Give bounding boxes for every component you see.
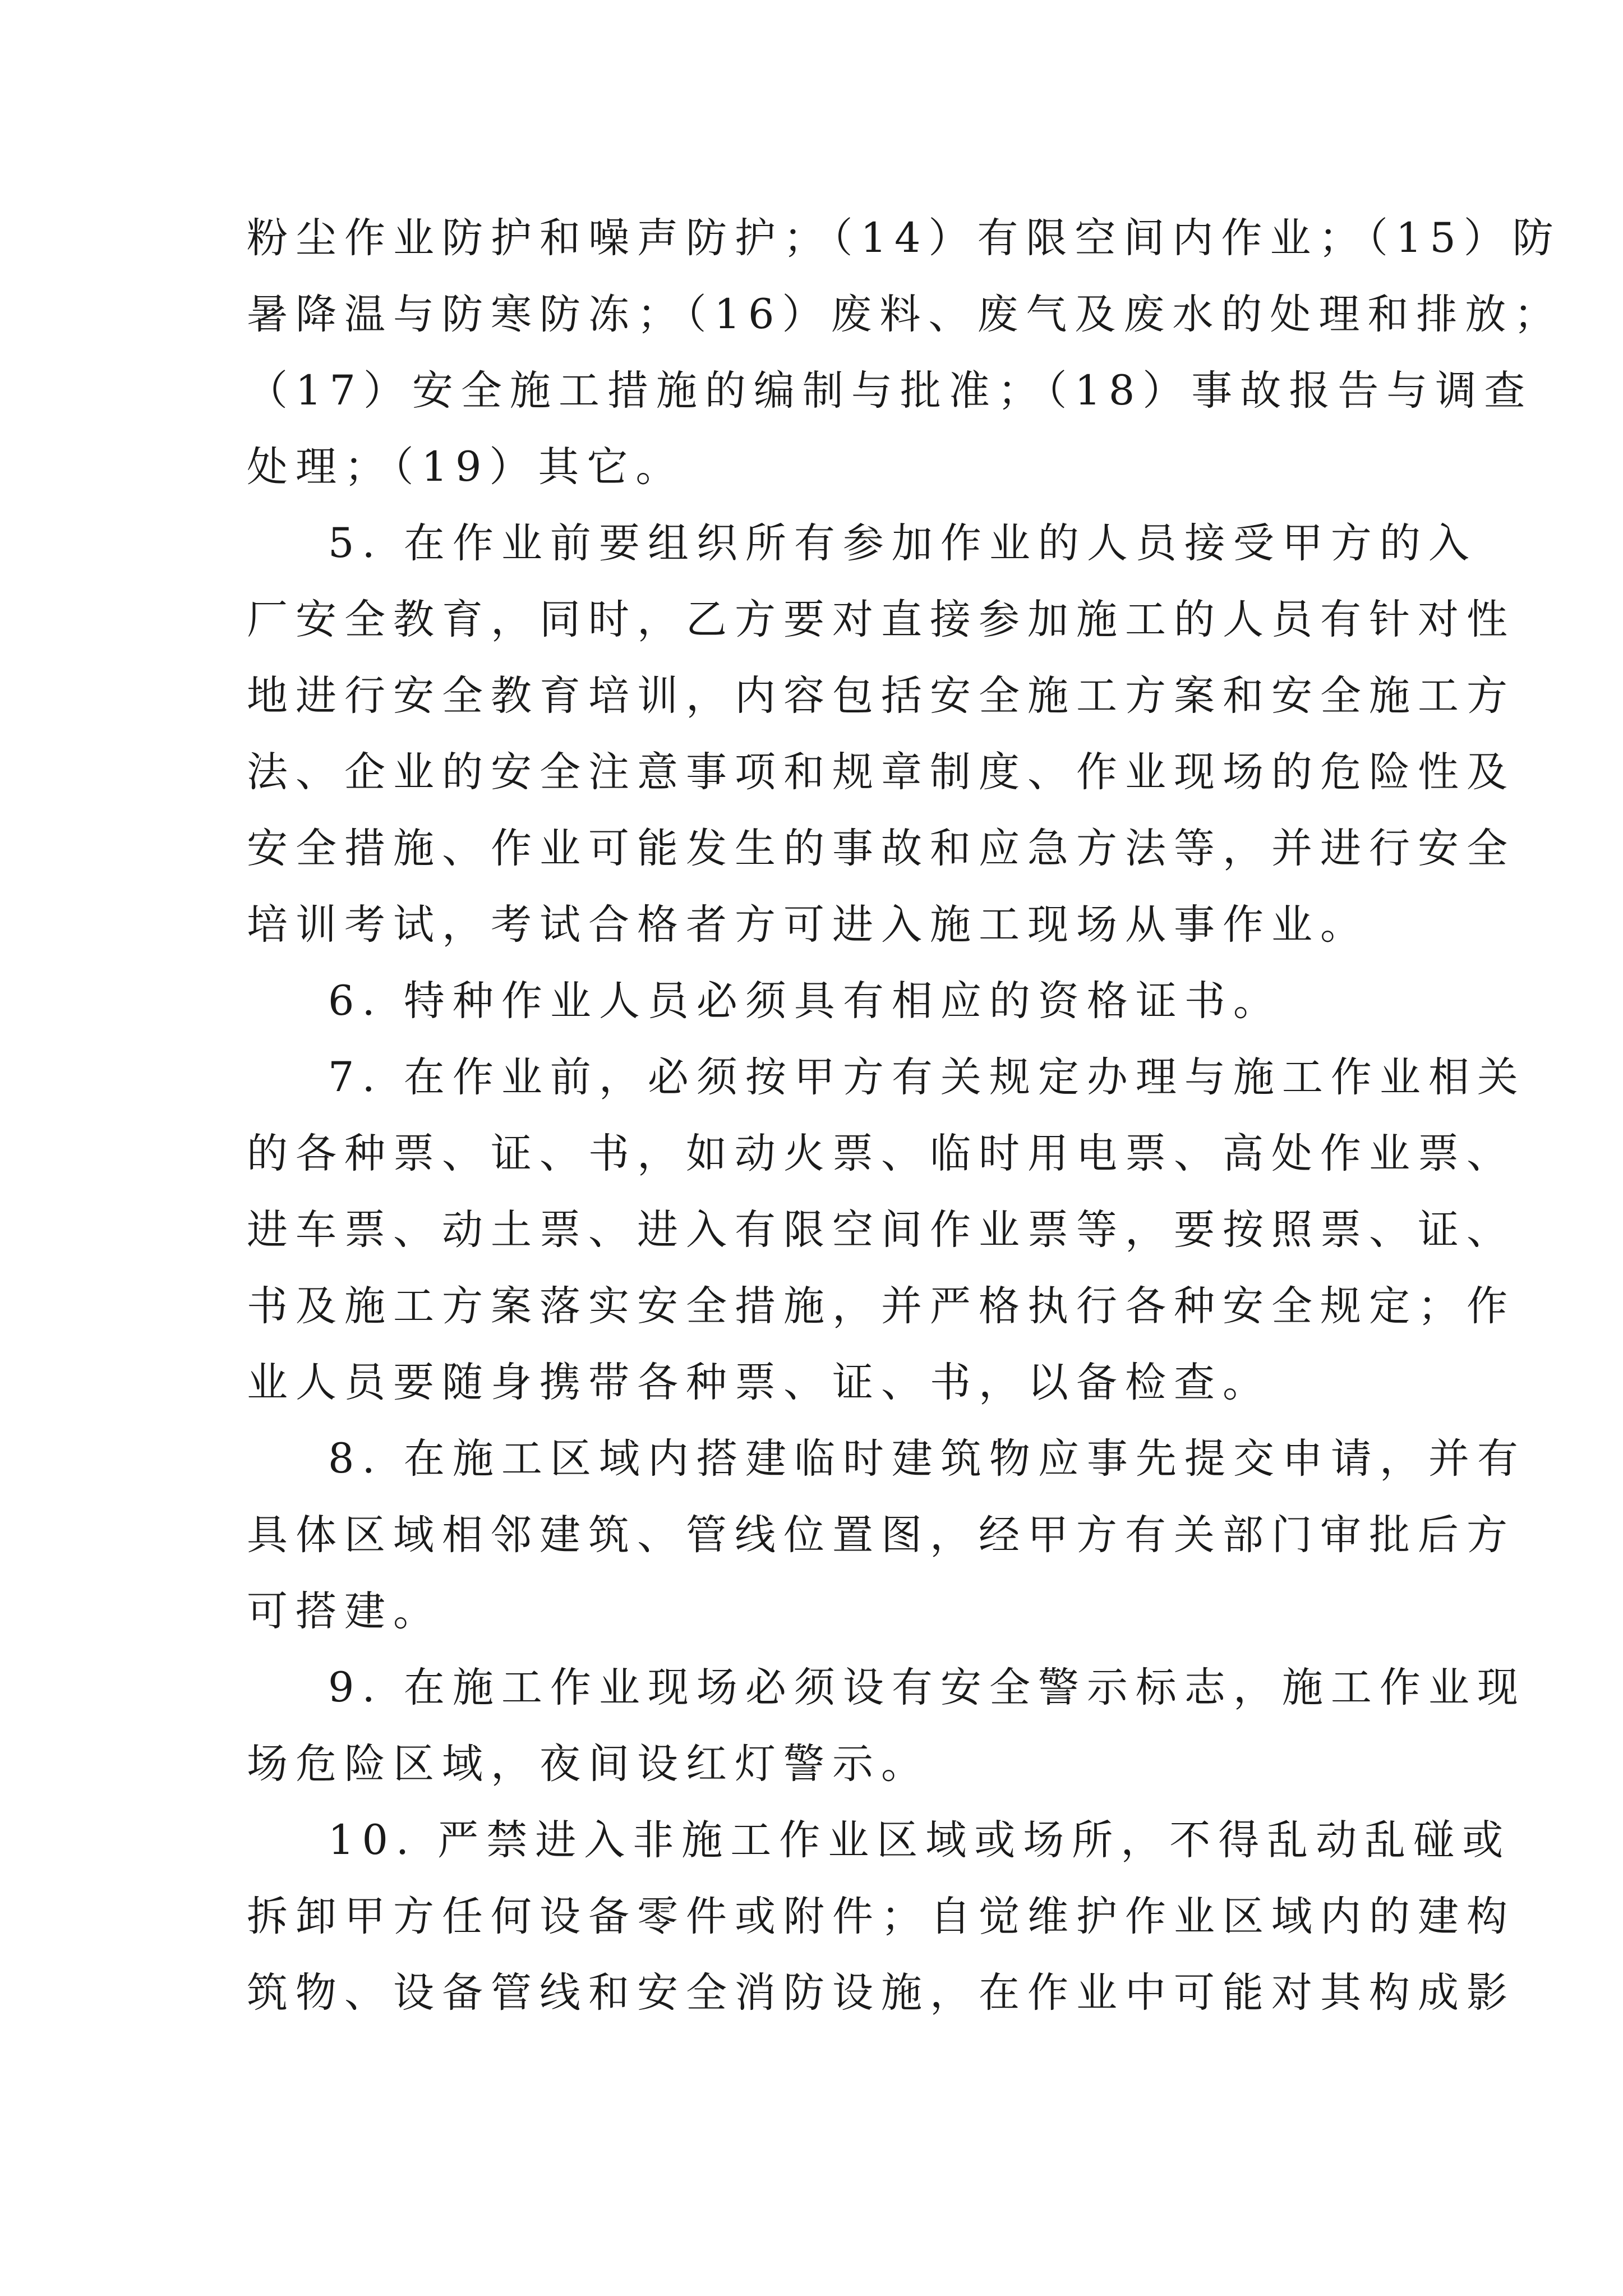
text-line: 可搭建。 [247,1588,442,1635]
paragraph-10-start: 10. 严禁进入非施工作业区域或场所，不得乱动乱碰或 [328,1816,1511,1864]
text-line: 场危险区域，夜间设红灯警示。 [247,1740,930,1788]
text-line: 法、企业的安全注意事项和规章制度、作业现场的危险性及 [247,748,1515,796]
text-line: 书及施工方案落实安全措施，并严格执行各种安全规定；作 [247,1282,1515,1330]
text-line: 地进行安全教育培训，内容包括安全施工方案和安全施工方 [247,672,1515,720]
text-line: 粉尘作业防护和噪声防护；（14）有限空间内作业；（15）防 [247,214,1561,262]
text-line: 拆卸甲方任何设备零件或附件；自觉维护作业区域内的建构 [247,1893,1515,1940]
paragraph-8-start: 8. 在施工区域内搭建临时建筑物应事先提交申请，并有 [328,1435,1526,1483]
paragraph-7-start: 7. 在作业前，必须按甲方有关规定办理与施工作业相关 [328,1053,1526,1101]
text-line: 具体区域相邻建筑、管线位置图，经甲方有关部门审批后方 [247,1511,1515,1559]
text-line: 筑物、设备管线和安全消防设施，在作业中可能对其构成影 [247,1969,1515,2017]
text-line: 厂安全教育，同时，乙方要对直接参加施工的人员有针对性 [247,596,1515,643]
text-line: 培训考试，考试合格者方可进入施工现场从事作业。 [247,901,1369,949]
text-line: 处理；（19）其它。 [247,443,685,491]
text-line: 的各种票、证、书，如动火票、临时用电票、高处作业票、 [247,1130,1515,1177]
paragraph-9-start: 9. 在施工作业现场必须设有安全警示标志，施工作业现 [328,1664,1526,1711]
text-line: （17）安全施工措施的编制与批准；（18）事故报告与调查 [247,367,1533,415]
paragraph-6-start: 6. 特种作业人员必须具有相应的资格证书。 [328,977,1282,1025]
text-line: 业人员要随身携带各种票、证、书，以备检查。 [247,1359,1271,1406]
text-line: 安全措施、作业可能发生的事故和应急方法等，并进行安全 [247,825,1515,872]
text-line: 暑降温与防寒防冻；（16）废料、废气及废水的处理和排放； [247,291,1563,338]
text-line: 进车票、动土票、进入有限空间作业票等，要按照票、证、 [247,1206,1515,1254]
paragraph-5-start: 5. 在作业前要组织所有参加作业的人员接受甲方的入 [328,519,1477,567]
